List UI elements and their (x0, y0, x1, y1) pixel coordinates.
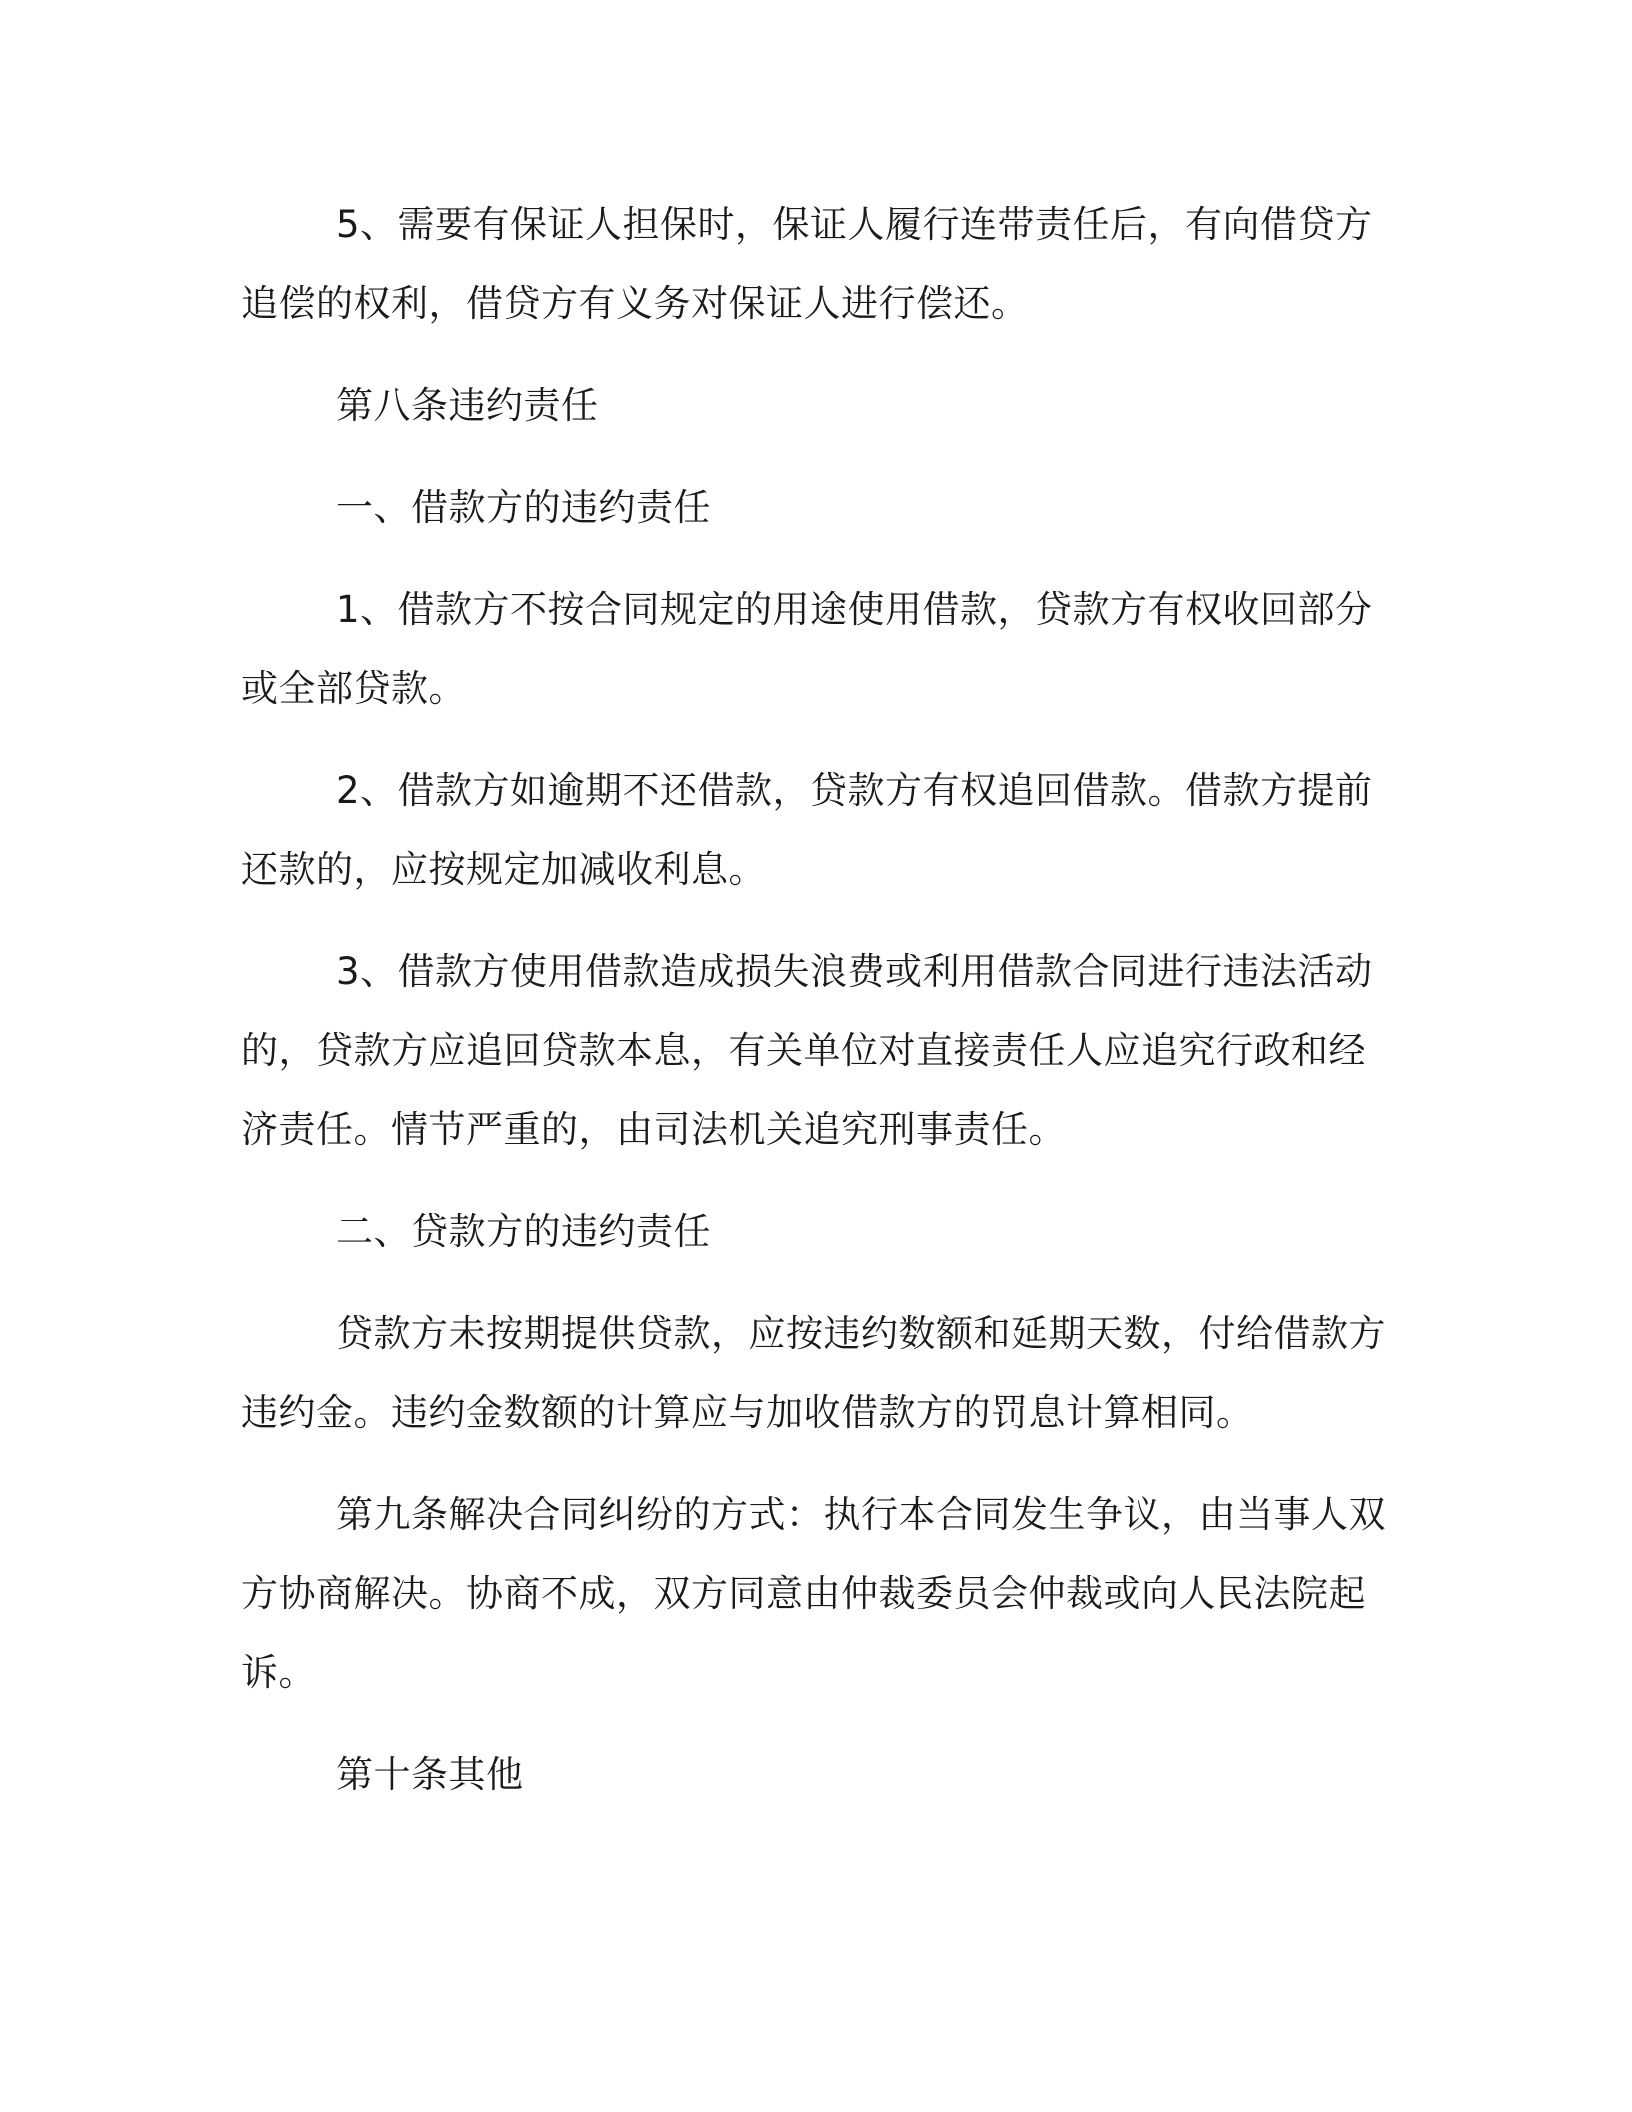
document-body (241, 185, 1391, 1814)
paragraph-clause-2: 2、借款方如逾期不还借款，贷款方有权追回借款。借款方提前还款的，应按规定加减收利息。 (241, 769, 1373, 891)
paragraph-guarantor-recourse: 5、需要有保证人担保时，保证人履行连带责任后，有向借贷方追偿的权利，借贷方有义务对保证人进行偿还。 (241, 203, 1373, 325)
heading-borrower-liability: 一、借款方的违约责任 (336, 486, 711, 529)
paragraph-clause-3: 3、借款方使用借款造成损失浪费或利用借款合同进行违法活动的，贷款方应追回贷款本息，有关单位对直接责任人应追究行政和经济责任。情节严重的，由司法机关追究刑事责任。 (241, 950, 1373, 1151)
paragraph-article-9-disputes: 第九条解决合同纠纷的方式：执行本合同发生争议，由当事人双方协商解决。协商不成，双方同意由仲裁委员会仲裁或向人民法院起诉。 (241, 1493, 1386, 1694)
paragraph-lender-penalty: 贷款方未按期提供贷款，应按违约数额和延期天数，付给借款方违约金。违约金数额的计算应与加收借款方的罚息计算相同。 (241, 1312, 1386, 1434)
heading-article-10-other: 第十条其他 (336, 1753, 524, 1796)
heading-lender-liability: 二、贷款方的违约责任 (336, 1210, 711, 1253)
heading-article-8-liability: 第八条违约责任 (336, 384, 599, 427)
paragraph-clause-1: 1、借款方不按合同规定的用途使用借款，贷款方有权收回部分或全部贷款。 (241, 588, 1373, 710)
